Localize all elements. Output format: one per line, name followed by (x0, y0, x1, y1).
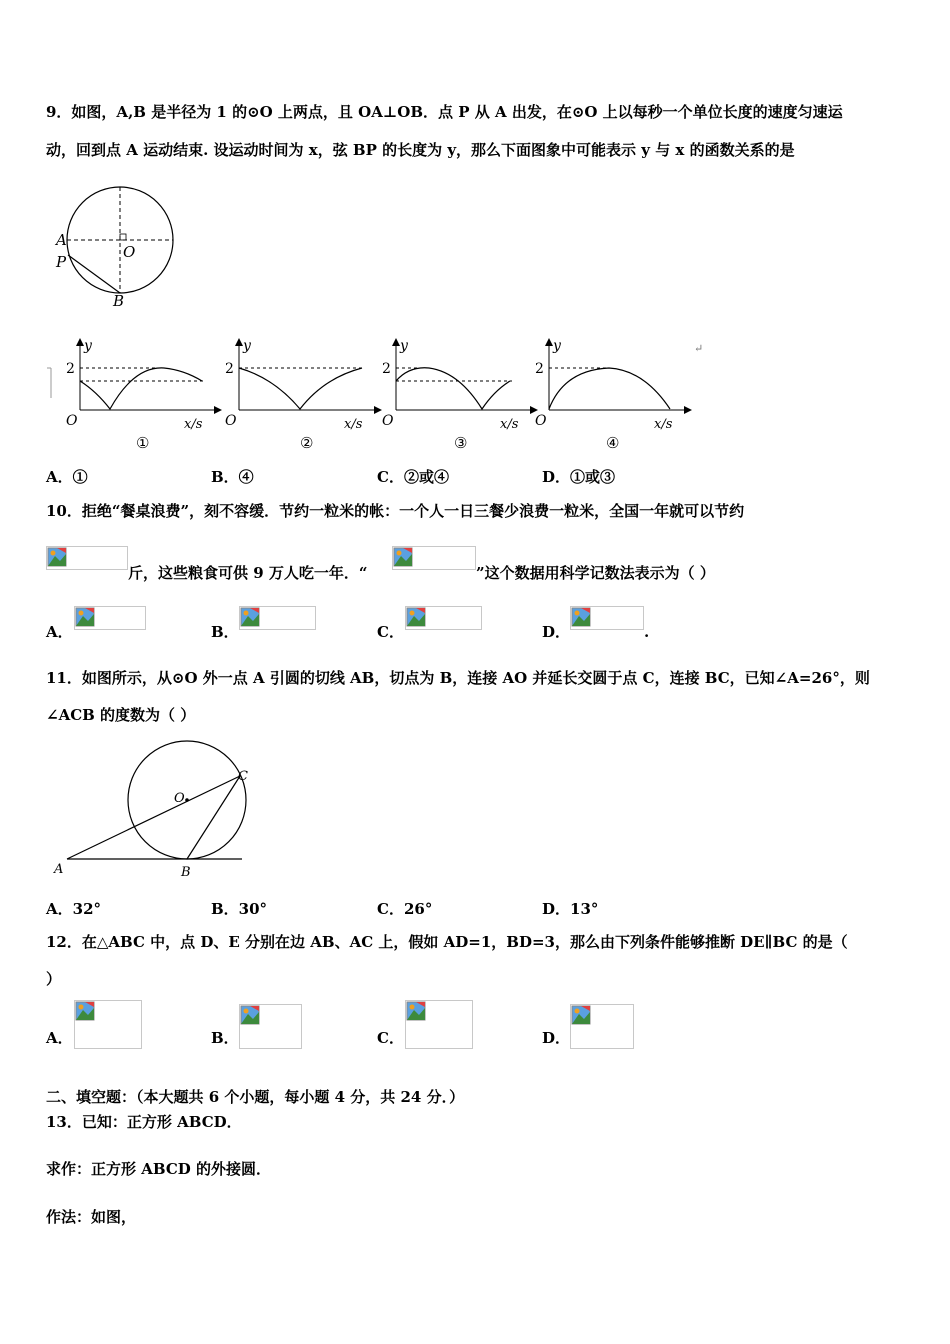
q11-line-2: ∠ACB 的度数为（ ） (46, 706, 196, 724)
graph-2-caption: ② (300, 434, 314, 452)
q9-label-p: P (56, 253, 67, 271)
graph-4-x-label: x/s (654, 417, 673, 432)
q9-label-a: A (56, 231, 67, 249)
broken-image-icon (75, 607, 95, 627)
broken-image-icon (406, 607, 426, 627)
graph-4 (535, 338, 692, 452)
graph-3-origin: O (382, 413, 394, 429)
broken-image-q10-option-b (239, 606, 316, 630)
q10-option-b: B． (211, 623, 239, 641)
q12-option-b: B． (211, 1029, 239, 1047)
graph-3-y-tick: 2 (382, 361, 391, 377)
q11-option-b: B．30° (211, 900, 268, 918)
q11-label-b: B (181, 865, 191, 880)
broken-image-icon (406, 1001, 426, 1021)
graph-3 (382, 338, 538, 452)
graph-1 (66, 338, 222, 452)
q9-line-2: 动，回到点 A 运动结束. 设运动时间为 x，弦 BP 的长度为 y，那么下面图象中可能表示 y 与 x 的函数关系的是 (46, 141, 795, 159)
q13-line-3: 作法：如图， (46, 1208, 137, 1226)
graph-1-caption: ① (136, 434, 150, 452)
q11-option-a: A．32° (46, 900, 102, 918)
q11-label-o: O (174, 791, 185, 806)
broken-image-q12-option-b (239, 1004, 302, 1049)
q9-option-d: D．①或③ (542, 468, 616, 486)
broken-image-icon (47, 547, 67, 567)
q9-line-1: 9．如图，A,B 是半径为 1 的⊙O 上两点，且 OA⊥OB．点 P 从 A 出发，在⊙O 上以每秒一个单位长度的速度匀速运 (46, 103, 843, 121)
graph-3-y-label: y (400, 338, 408, 354)
graph-4-y-label: y (553, 338, 561, 354)
q12-line-2: ） (46, 970, 62, 988)
broken-image-q12-option-a (74, 1000, 142, 1049)
graph-4-origin: O (535, 413, 547, 429)
q9-circle-figure (52, 185, 182, 310)
q9-label-b: B (113, 292, 125, 310)
graph-1-origin: O (66, 413, 78, 429)
q10-option-a: A． (46, 623, 73, 641)
q10-line-2b: ”这个数据用科学记数法表示为（ ） (476, 564, 715, 582)
q10-option-d-tail: . (644, 623, 650, 641)
q10-option-c: C． (377, 623, 404, 641)
graph-4-y-tick: 2 (535, 361, 544, 377)
q11-option-c: C．26° (377, 900, 433, 918)
graph-2-y-tick: 2 (225, 361, 234, 377)
q9-option-b: B．④ (211, 468, 254, 486)
graph-2-origin: O (225, 413, 237, 429)
q9-option-a: A．① (46, 468, 88, 486)
broken-image-q10-b (392, 546, 476, 570)
broken-image-q10-option-a (74, 606, 146, 630)
q11-label-c: C (238, 769, 248, 784)
broken-image-q12-option-d (570, 1004, 634, 1049)
graph-1-x-label: x/s (184, 417, 203, 432)
broken-image-icon (240, 1005, 260, 1025)
broken-image-q10-a (46, 546, 128, 570)
q9-option-c: C．②或④ (377, 468, 449, 486)
q12-option-d: D． (542, 1029, 571, 1047)
graph-2-x-label: x/s (344, 417, 363, 432)
q11-line-1: 11．如图所示，从⊙O 外一点 A 引圆的切线 AB，切点为 B，连接 AO 并延长交圆于点 C，连接 BC，已知∠A=26°，则 (46, 669, 870, 687)
graph-2 (225, 338, 382, 452)
q11-label-a: A (54, 862, 64, 877)
q11-tangent-figure (50, 740, 255, 885)
broken-image-icon (75, 1001, 95, 1021)
q9-graphs (44, 336, 709, 456)
graph-1-y-tick: 2 (66, 361, 75, 377)
q13-line-1: 13．已知：正方形 ABCD． (46, 1113, 242, 1131)
graph-2-y-label: y (243, 338, 251, 354)
q9-label-o: O (123, 243, 136, 261)
q12-option-a: A． (46, 1029, 73, 1047)
q13-line-2: 求作：正方形 ABCD 的外接圆． (46, 1160, 271, 1178)
graph-3-x-label: x/s (500, 417, 519, 432)
q11-option-d: D．13° (542, 900, 599, 918)
broken-image-icon (571, 607, 591, 627)
broken-image-q10-option-d (570, 606, 644, 630)
broken-image-q12-option-c (405, 1000, 473, 1049)
broken-image-icon (240, 607, 260, 627)
graph-3-caption: ③ (454, 434, 468, 452)
q12-option-c: C． (377, 1029, 404, 1047)
return-mark: ↵ (694, 342, 704, 355)
broken-image-icon (393, 547, 413, 567)
section-2-heading: 二、填空题：（本大题共 6 个小题，每小题 4 分，共 24 分．） (46, 1088, 465, 1106)
graph-1-y-label: y (84, 338, 92, 354)
q12-line-1: 12．在△ABC 中，点 D、E 分别在边 AB、AC 上，假如 AD=1，BD=3，那么由下列条件能够推断 DE∥BC 的是（ (46, 933, 848, 951)
broken-image-q10-option-c (405, 606, 482, 630)
q10-option-d: D． (542, 623, 571, 641)
graph-4-caption: ④ (606, 434, 620, 452)
broken-image-icon (571, 1005, 591, 1025)
q10-line-1: 10．拒绝“餐桌浪费”，刻不容缓．节约一粒米的帐：一个人一日三餐少浪费一粒米，全国一年就可以节约 (46, 502, 745, 520)
q10-line-2a: 斤，这些粮食可供 9 万人吃一年．“ (128, 564, 368, 582)
